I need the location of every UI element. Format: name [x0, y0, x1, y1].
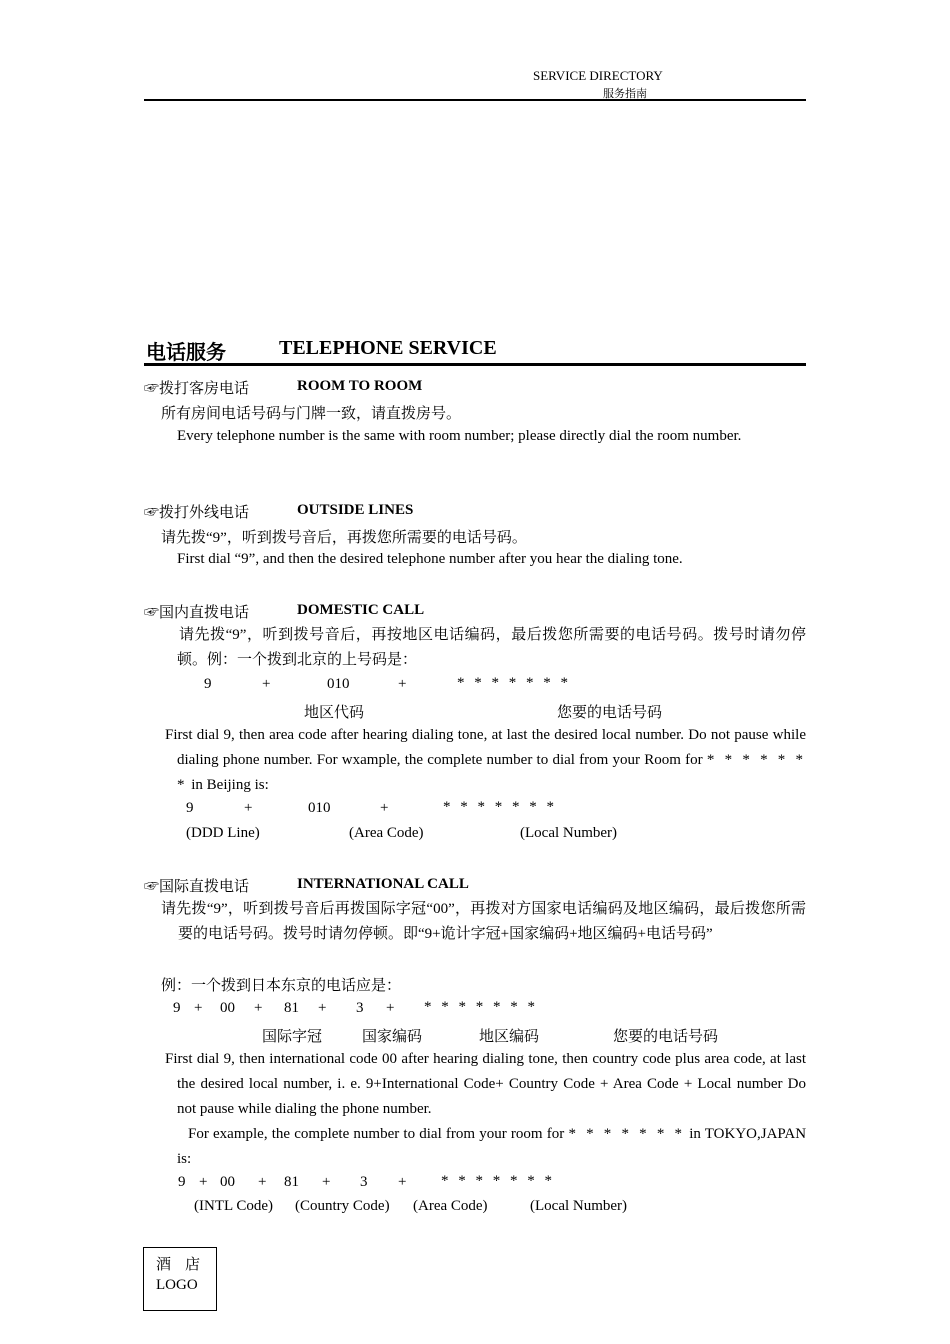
formula-label: (Area Code) [413, 1198, 488, 1214]
formula-stars: * * * * * * * [424, 999, 538, 1015]
logo-line-zh: 酒店 [156, 1257, 215, 1273]
intl-text-zh: 请先拨“9”，听到拨号音后再拨国际字冠“00”，再拨对方国家电话编码及地区编码，最后拨您所需要的电话号码。拨号时请勿停顿。即“9+诡计字冠+国家编码+地区编码+电话号码” [161, 901, 806, 942]
intl-text-en-example [177, 1122, 806, 1172]
formula-area-code: 010 [308, 800, 331, 816]
pointing-hand-icon: ☞ [144, 605, 160, 621]
formula-label: 您要的电话号码 [557, 705, 663, 721]
outside-heading [144, 501, 249, 522]
pointing-hand-icon: ☞ [144, 879, 160, 895]
title-divider [144, 363, 806, 366]
outside-heading-en: OUTSIDE LINES [297, 502, 414, 518]
formula-area-code: 3 [360, 1174, 368, 1190]
domestic-heading-en: DOMESTIC CALL [297, 602, 425, 618]
page-title-zh: 电话服务 [146, 342, 226, 364]
intl-example-zh: 例：一个拨到日本东京的电话应是： [161, 978, 402, 994]
pointing-hand-icon: ☞ [144, 505, 160, 521]
formula-plus: + [254, 1000, 263, 1016]
formula-plus: + [322, 1174, 331, 1190]
formula-digit: 9 [178, 1174, 186, 1190]
hotel-logo-placeholder [143, 1247, 217, 1311]
domestic-en-tail: in Beijing is: [191, 777, 269, 793]
room-heading [144, 377, 249, 398]
formula-label: (Country Code) [295, 1198, 390, 1214]
formula-intl-code: 00 [220, 1000, 235, 1016]
formula-label: (Local Number) [530, 1198, 628, 1214]
room-heading-en: ROOM TO ROOM [297, 378, 423, 394]
header-divider [144, 99, 806, 101]
intl-en2-tail: in TOKYO,JAPAN is: [177, 1126, 807, 1167]
formula-label: 您要的电话号码 [613, 1029, 719, 1045]
room-text-zh: 所有房间电话号码与门牌一致，请直拨房号。 [161, 406, 462, 422]
formula-plus: + [318, 1000, 327, 1016]
intl-en2-stars: * * * * * * * [568, 1126, 685, 1142]
intl-en2-head: For example, the complete number to dial from your room for [188, 1126, 565, 1142]
formula-label: (INTL Code) [194, 1198, 273, 1214]
formula-label: 国际字冠 [262, 1029, 323, 1045]
domestic-en-body: First dial 9, then area code after hearing dialing tone, at last the desired local number. Do not pause while dialing phone number. For wxample, the complete number to dial from your Room for [165, 727, 806, 768]
formula-digit: 9 [186, 800, 194, 816]
intl-heading-zh: 国际直拨电话 [159, 879, 250, 895]
formula-area-code: 010 [327, 676, 350, 692]
formula-plus: + [398, 676, 407, 692]
domestic-en-stars: * * * * * * * [177, 752, 807, 793]
formula-plus: + [386, 1000, 395, 1016]
header-title-zh: 服务指南 [603, 88, 647, 100]
formula-country-code: 81 [284, 1174, 299, 1190]
formula-label: 地区代码 [304, 705, 365, 721]
formula-digit: 9 [173, 1000, 181, 1016]
formula-stars: * * * * * * * [441, 1173, 555, 1189]
room-heading-zh: 拨打客房电话 [159, 381, 250, 397]
formula-plus: + [194, 1000, 203, 1016]
domestic-text-en [165, 723, 806, 798]
pointing-hand-icon: ☞ [144, 381, 160, 397]
outside-text-zh: 请先拨“9”，听到拨号音后，再拨您所需要的电话号码。 [161, 530, 527, 546]
formula-digit: 9 [204, 676, 212, 692]
formula-country-code: 81 [284, 1000, 299, 1016]
formula-stars: * * * * * * * [457, 675, 571, 691]
formula-label: (DDD Line) [186, 825, 260, 841]
formula-plus: + [258, 1174, 267, 1190]
page-title-en: TELEPHONE SERVICE [279, 337, 497, 359]
outside-heading-zh: 拨打外线电话 [159, 505, 250, 521]
outside-text-en: First dial “9”, and then the desired telephone number after you hear the dialing tone. [177, 551, 683, 567]
formula-plus: + [199, 1174, 208, 1190]
intl-heading-en: INTERNATIONAL CALL [297, 876, 469, 892]
header-title-en: SERVICE DIRECTORY [533, 68, 663, 83]
formula-label: 地区编码 [479, 1029, 540, 1045]
intl-text-en: First dial 9, then international code 00 after hearing dialing tone, then country code plus area code, at last the desired local number, i. e. 9+International Code+ Country Code + Area Code + Local number Do not pause while dialing the phone number. [165, 1051, 806, 1117]
formula-plus: + [398, 1174, 407, 1190]
formula-plus: + [262, 676, 271, 692]
intl-heading [144, 875, 249, 896]
formula-intl-code: 00 [220, 1174, 235, 1190]
logo-line-en: LOGO [156, 1277, 198, 1293]
formula-label: (Area Code) [349, 825, 424, 841]
domestic-text-zh: 请先拨“9”，听到拨号音后，再按地区电话编码，最后拨您所需要的电话号码。拨号时请勿停顿。例：一个拨到北京的上号码是： [177, 627, 806, 668]
domestic-heading [144, 601, 249, 622]
formula-plus: + [380, 800, 389, 816]
domestic-heading-zh: 国内直拨电话 [159, 605, 250, 621]
formula-label: (Local Number) [520, 825, 618, 841]
formula-stars: * * * * * * * [443, 799, 557, 815]
room-text-en: Every telephone number is the same with room number; please directly dial the room number. [177, 428, 742, 444]
formula-label: 国家编码 [362, 1029, 423, 1045]
formula-area-code: 3 [356, 1000, 364, 1016]
formula-plus: + [244, 800, 253, 816]
